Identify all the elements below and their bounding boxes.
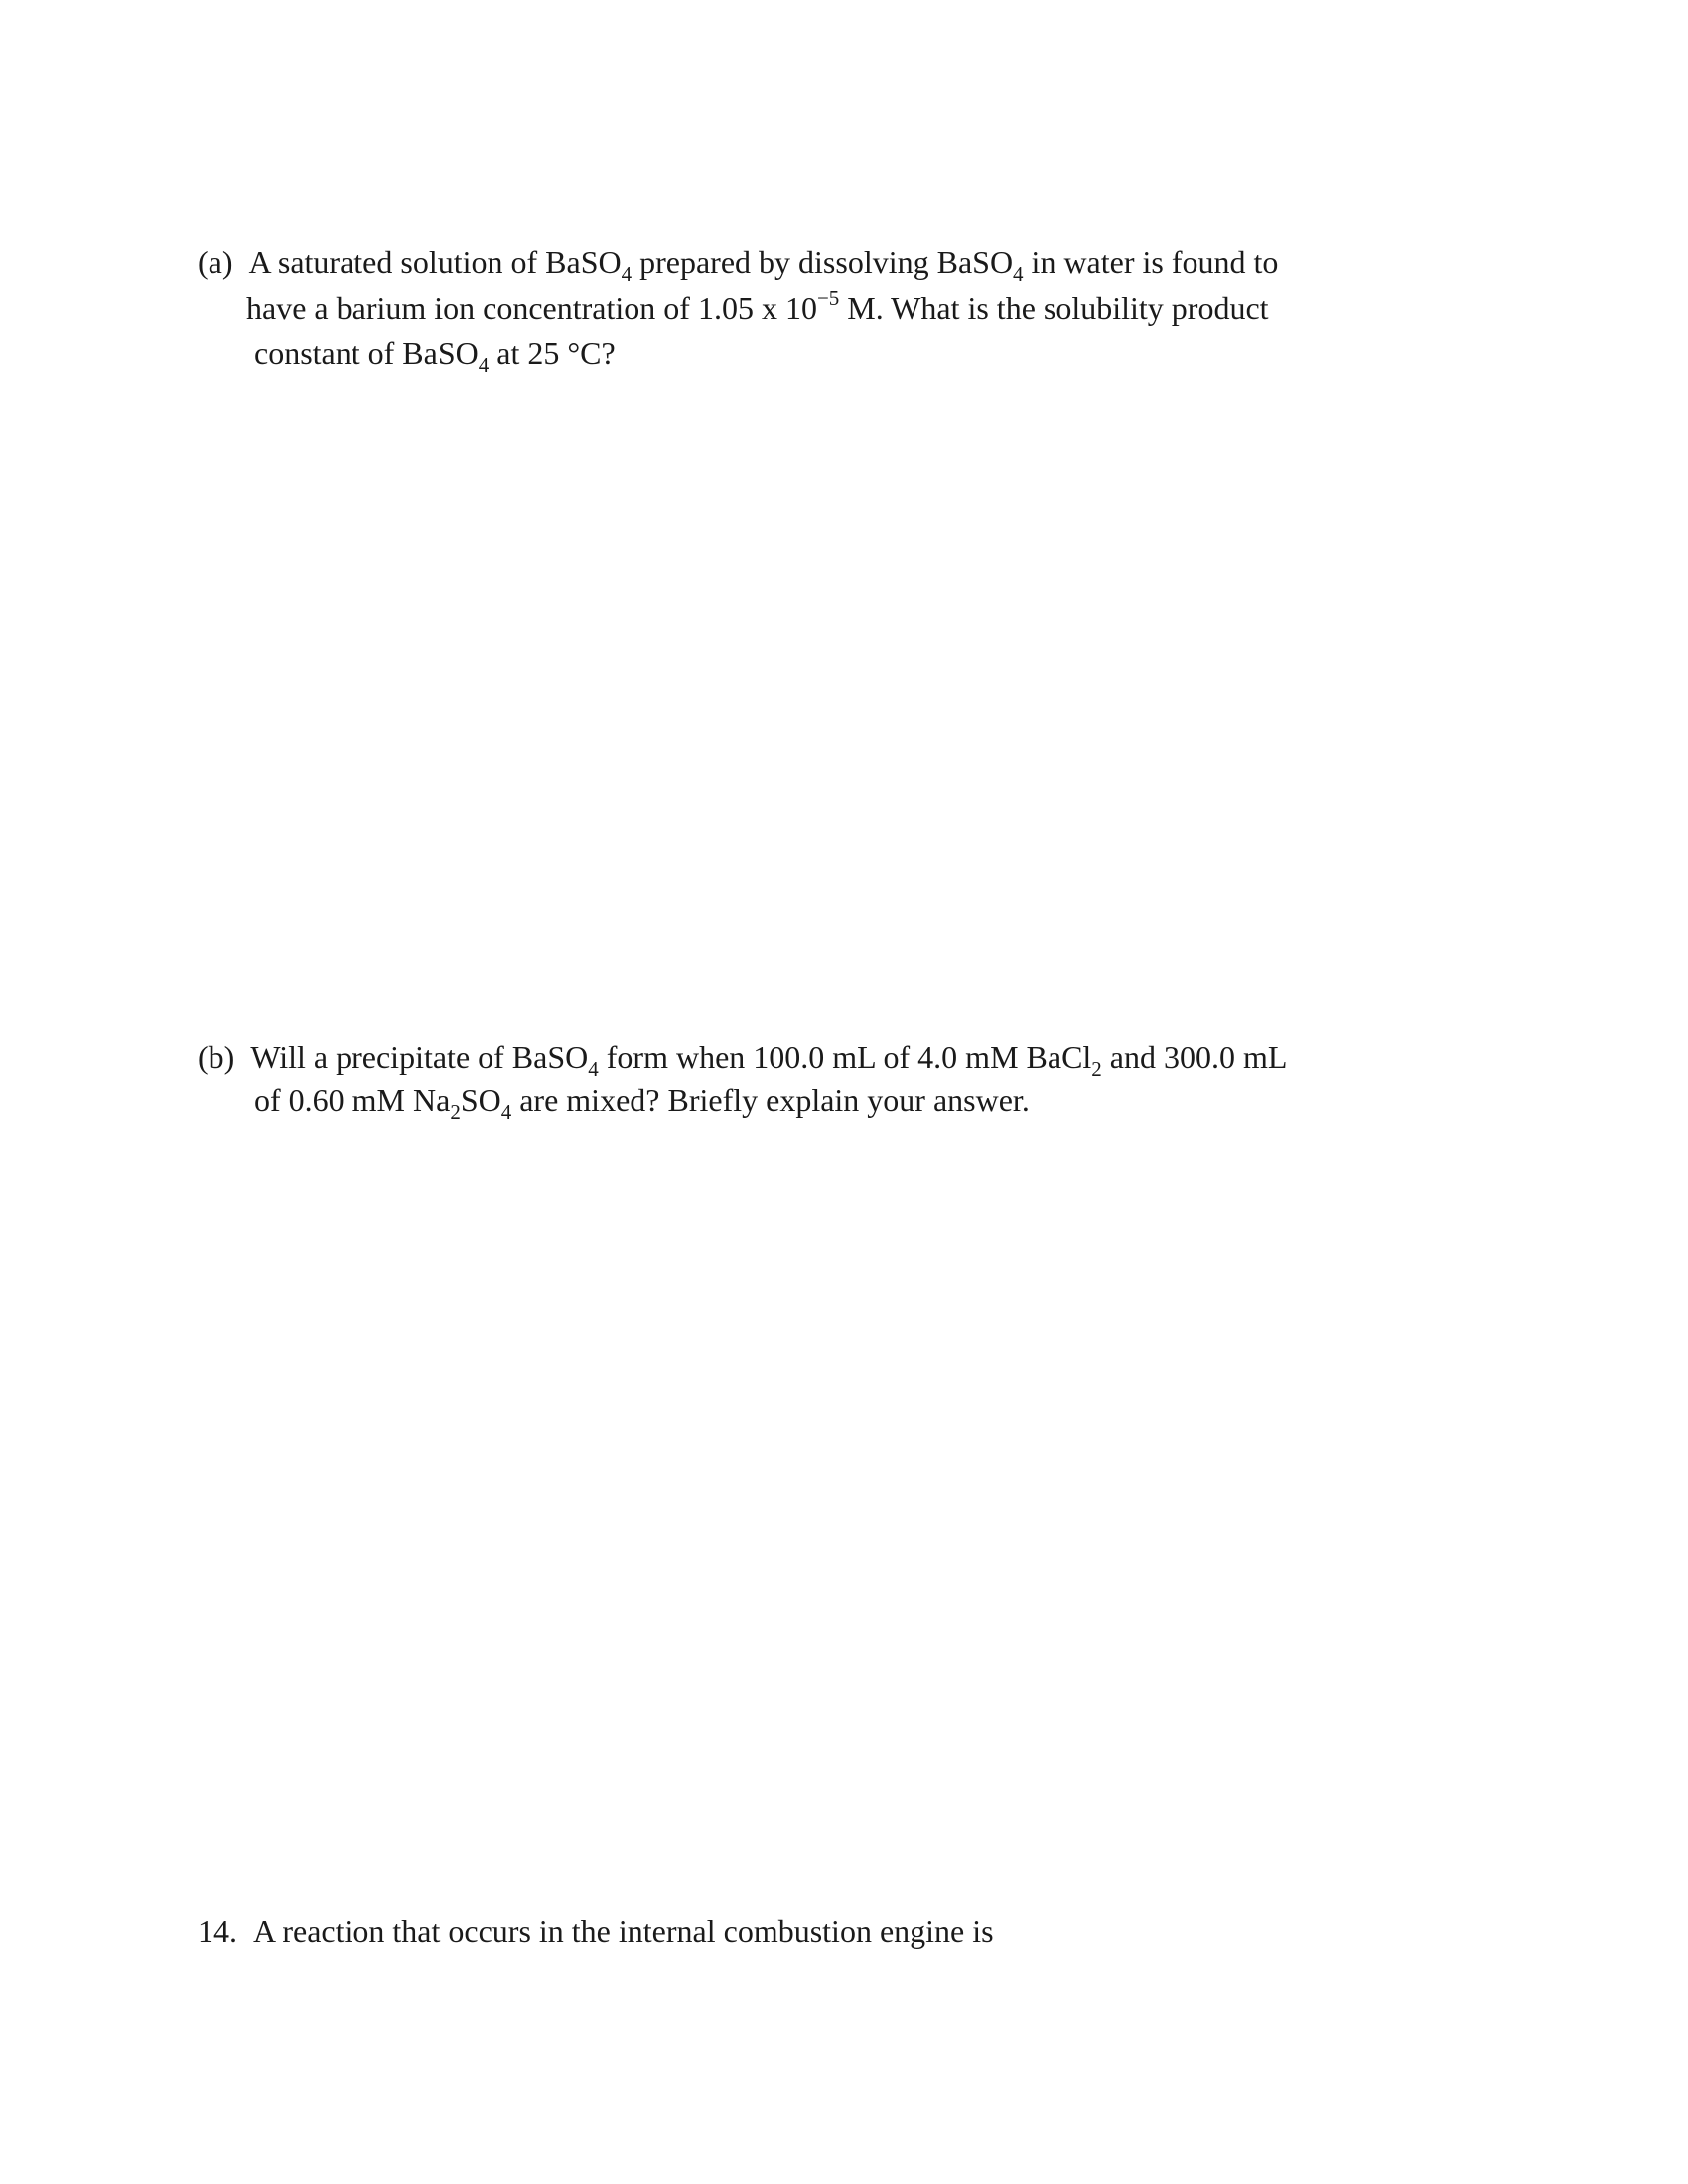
subscript: 4 bbox=[588, 1057, 599, 1081]
part-b-text: form when 100.0 mL of 4.0 mM BaCl bbox=[598, 1039, 1092, 1075]
part-a-text: have a barium ion concentration of 1.05 x 10 bbox=[246, 290, 817, 326]
part-a-text: in water is found to bbox=[1023, 244, 1279, 280]
part-a-label: (a) bbox=[198, 244, 233, 280]
part-a-text: M. What is the solubility product bbox=[839, 290, 1269, 326]
part-b-text: and 300.0 mL bbox=[1101, 1039, 1288, 1075]
question-14-line bbox=[198, 1911, 994, 1951]
part-b-text: are mixed? Briefly explain your answer. bbox=[511, 1082, 1030, 1118]
part-b-line-1 bbox=[198, 1037, 1288, 1081]
part-b-text: Will a precipitate of BaSO bbox=[250, 1039, 589, 1075]
question-14-text: A reaction that occurs in the internal combustion engine is bbox=[253, 1913, 994, 1949]
part-a-text: at 25 °C? bbox=[489, 336, 616, 371]
part-a-text: A saturated solution of BaSO bbox=[248, 244, 622, 280]
part-b-label: (b) bbox=[198, 1039, 235, 1075]
superscript: −5 bbox=[816, 286, 840, 310]
part-a-line-1 bbox=[198, 242, 1279, 286]
part-b-text: SO bbox=[460, 1082, 501, 1118]
part-a-line-3 bbox=[254, 334, 616, 377]
part-a-line-2 bbox=[246, 288, 1269, 328]
part-a-text: constant of BaSO bbox=[254, 336, 479, 371]
subscript: 4 bbox=[1013, 262, 1024, 286]
subscript: 2 bbox=[450, 1100, 461, 1124]
subscript: 4 bbox=[478, 353, 490, 377]
subscript: 2 bbox=[1091, 1057, 1102, 1081]
part-b-line-2 bbox=[254, 1080, 1030, 1124]
part-a-text: prepared by dissolving BaSO bbox=[632, 244, 1014, 280]
question-14-number: 14. bbox=[198, 1913, 237, 1949]
subscript: 4 bbox=[500, 1100, 512, 1124]
part-b-text: of 0.60 mM Na bbox=[254, 1082, 451, 1118]
subscript: 4 bbox=[621, 262, 633, 286]
